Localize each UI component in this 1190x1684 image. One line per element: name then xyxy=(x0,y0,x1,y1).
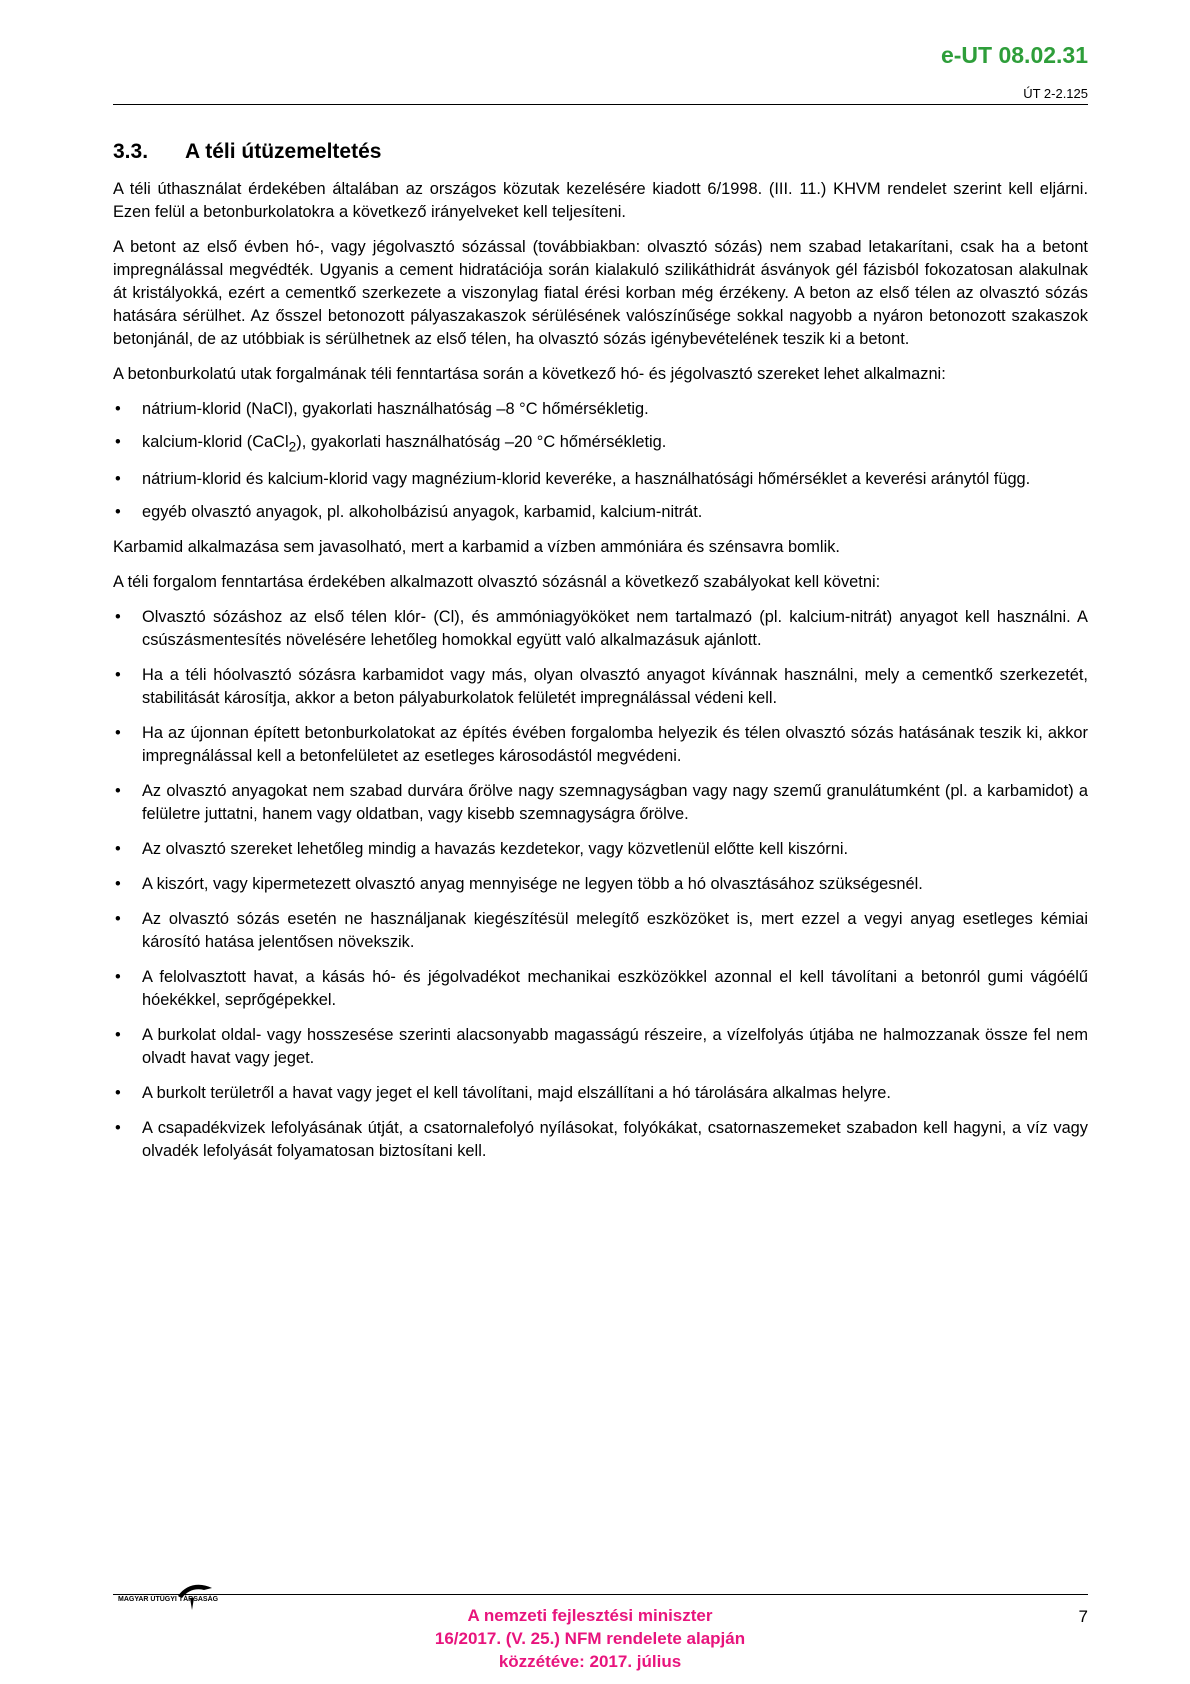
document-subcode: ÚT 2-2.125 xyxy=(1023,86,1088,101)
list-item-text: A burkolt területről a havat vagy jeget el kell távolítani, majd elszállítani a hó tárolására alkalmas helyre. xyxy=(142,1084,891,1103)
list-item-text: Olvasztó sózáshoz az első télen klór- (Cl), és ammóniagyököket nem tartalmazó (pl. kalcium-nitrát) anyagot kell használni. A csúszásmentesítés növelésére lehetőleg homokkal együtt való alkalmazásuk ajánlott. xyxy=(142,608,1088,650)
list-item-text: Az olvasztó anyagokat nem szabad durvára őrölve nagy szemnagyságban vagy nagy szemű granulátumként (pl. a karbamidot) a felületre juttatni, hanem vagy oldatban, vagy kisebb szemnagyságra őrölve. xyxy=(142,782,1088,824)
footer-divider xyxy=(113,1594,1088,1595)
list-item xyxy=(113,468,1088,491)
list-item xyxy=(113,606,1088,652)
bullet-icon: • xyxy=(115,608,121,627)
list-item-text: Ha az újonnan épített betonburkolatokat az építés évében forgalomba helyezik és télen olvasztó sózás hatásának teszik ki, akkor impregnálással kell a betonfelületet az esetleges károsodástól megvédeni. xyxy=(142,724,1088,766)
bullet-icon: • xyxy=(115,1026,121,1045)
bullet-icon: • xyxy=(115,433,121,451)
rules-list xyxy=(113,606,1088,1163)
formula-subscript: 2 xyxy=(288,439,297,455)
bullet-icon: • xyxy=(115,782,121,801)
list-item xyxy=(113,1117,1088,1163)
footer-line-2: 16/2017. (V. 25.) NFM rendelete alapján xyxy=(434,1629,746,1648)
list-item xyxy=(113,780,1088,826)
bullet-icon: • xyxy=(115,1119,121,1138)
formula-text-rest: ), gyakorlati használhatóság –20 °C hőmérsékletig. xyxy=(296,433,667,451)
bullet-icon: • xyxy=(115,503,121,522)
page-content xyxy=(113,140,1088,1175)
logo-text: MAGYAR ÚTÜGYI TÁRSASÁG xyxy=(118,1596,219,1603)
list-item xyxy=(113,966,1088,1012)
footer-line-1: A nemzeti fejlesztési miniszter xyxy=(467,1606,713,1625)
bullet-icon: • xyxy=(115,666,121,685)
list-item xyxy=(113,431,1088,458)
list-item-text: Az olvasztó szereket lehetőleg mindig a havazás kezdetekor, vagy közvetlenül előtte kell kiszórni. xyxy=(142,840,849,859)
list-item xyxy=(113,873,1088,896)
bullet-icon: • xyxy=(115,968,121,987)
list-item xyxy=(113,664,1088,710)
list-item xyxy=(113,398,1088,421)
list-item-text: A felolvasztott havat, a kásás hó- és jégolvadékot mechanikai eszközökkel azonnal el kell távolítani a betonról gumi vágóélű hóekékkel, seprőgépekkel. xyxy=(142,968,1088,1010)
bullet-icon: • xyxy=(115,875,121,894)
list-item xyxy=(113,1024,1088,1070)
formula-text: kalcium-klorid (CaCl xyxy=(142,433,289,451)
list-item xyxy=(113,838,1088,861)
paragraph-rules-intro: A téli forgalom fenntartása érdekében alkalmazott olvasztó sózásnál a következő szabályokat kell követni: xyxy=(113,573,881,592)
paragraph-intro: A téli úthasználat érdekében általában az országos közutak kezelésére kiadott 6/1998. (III. 11.) KHVM rendelet szerint kell eljárni. Ezen felül a betonburkolatokra a következő irányelveket kell teljesíteni. xyxy=(113,180,1088,221)
bullet-icon: • xyxy=(115,400,121,418)
page-number: 7 xyxy=(1078,1607,1088,1626)
header-divider xyxy=(113,104,1088,105)
section-title: A téli útüzemeltetés xyxy=(185,140,382,163)
paragraph-urea: Karbamid alkalmazása sem javasolható, mert a karbamid a vízben ammóniára és szénsavra bomlik. xyxy=(113,538,840,557)
list-item-text: Az olvasztó sózás esetén ne használjanak kiegészítésül melegítő eszközöket is, mert ezzel a vegyi anyag esetleges kémiai károsító hatása jelentősen növekszik. xyxy=(142,910,1088,952)
list-item-text: A burkolat oldal- vagy hosszesése szerinti alacsonyabb magasságú részeire, a vízelfolyás útjába ne halmozzanak össze fel nem olvadt havat vagy jeget. xyxy=(142,1026,1088,1068)
list-item xyxy=(113,722,1088,768)
document-code: e-UT 08.02.31 xyxy=(940,42,1088,68)
bullet-icon: • xyxy=(115,910,121,929)
footer-line-3: közzétéve: 2017. július xyxy=(498,1652,682,1671)
section-heading xyxy=(113,140,1088,164)
list-item xyxy=(113,1082,1088,1105)
bullet-icon: • xyxy=(115,1084,121,1103)
list-item-text: A csapadékvizek lefolyásának útját, a csatornalefolyó nyílásokat, folyókákat, csatornaszemeket szabadon kell hagyni, a víz vagy olvadék lefolyását folyamatosan biztosítani kell. xyxy=(142,1119,1088,1161)
section-number: 3.3. xyxy=(113,140,149,163)
list-item-text: egyéb olvasztó anyagok, pl. alkoholbázisú anyagok, karbamid, kalcium-nitrát. xyxy=(142,503,703,522)
list-item-text: nátrium-klorid és kalcium-klorid vagy magnézium-klorid keveréke, a használhatósági hőmérséklet a keverési aránytól függ. xyxy=(142,470,1031,489)
society-logo xyxy=(116,1572,256,1612)
list-item-text xyxy=(142,433,667,455)
list-item-text: A kiszórt, vagy kipermetezett olvasztó anyag mennyisége ne legyen több a hó olvasztásához szükségesnél. xyxy=(142,875,923,894)
list-item xyxy=(113,501,1088,524)
deicing-agents-list xyxy=(113,398,1088,524)
bullet-icon: • xyxy=(115,724,121,743)
list-item-text: Ha a téli hóolvasztó sózásra karbamidot vagy más, olyan olvasztó anyagot kívánnak használni, mely a cementkő szerkezetét, stabilitását károsítja, akkor a beton pályaburkolatok felületét impregnálással védeni kell. xyxy=(142,666,1088,708)
bullet-icon: • xyxy=(115,470,121,489)
footer-legal-note xyxy=(340,1604,840,1673)
paragraph-first-year: A betont az első évben hó-, vagy jégolvasztó sózással (továbbiakban: olvasztó sózás) nem szabad letakarítani, csak ha a betont impregnálással megvédték. Ugyanis a cement hidratációja során kialakuló szilikáthidrát ásványok gél fázisból fokozatosan alakulnak át kristályokká, ezért a cementkő szerkezete a viszonylag fiatal érési korban még érzékeny. A beton az első télen az olvasztó sózás hatására sérülhet. Az ősszel betonozott pályaszakaszok sérülésének valószínűsége sokkal nagyobb a nyáron betonozott szakaszok betonjánál, de az utóbbiak is sérülhetnek az első télen, ha olvasztó sózás igénybevételének teszik ki a betont. xyxy=(113,238,1088,348)
bullet-icon: • xyxy=(115,840,121,859)
paragraph-agents-intro: A betonburkolatú utak forgalmának téli fenntartása során a következő hó- és jégolvasztó szereket lehet alkalmazni: xyxy=(113,365,946,383)
list-item-text: nátrium-klorid (NaCl), gyakorlati használhatóság –8 °C hőmérsékletig. xyxy=(142,400,649,418)
list-item xyxy=(113,908,1088,954)
